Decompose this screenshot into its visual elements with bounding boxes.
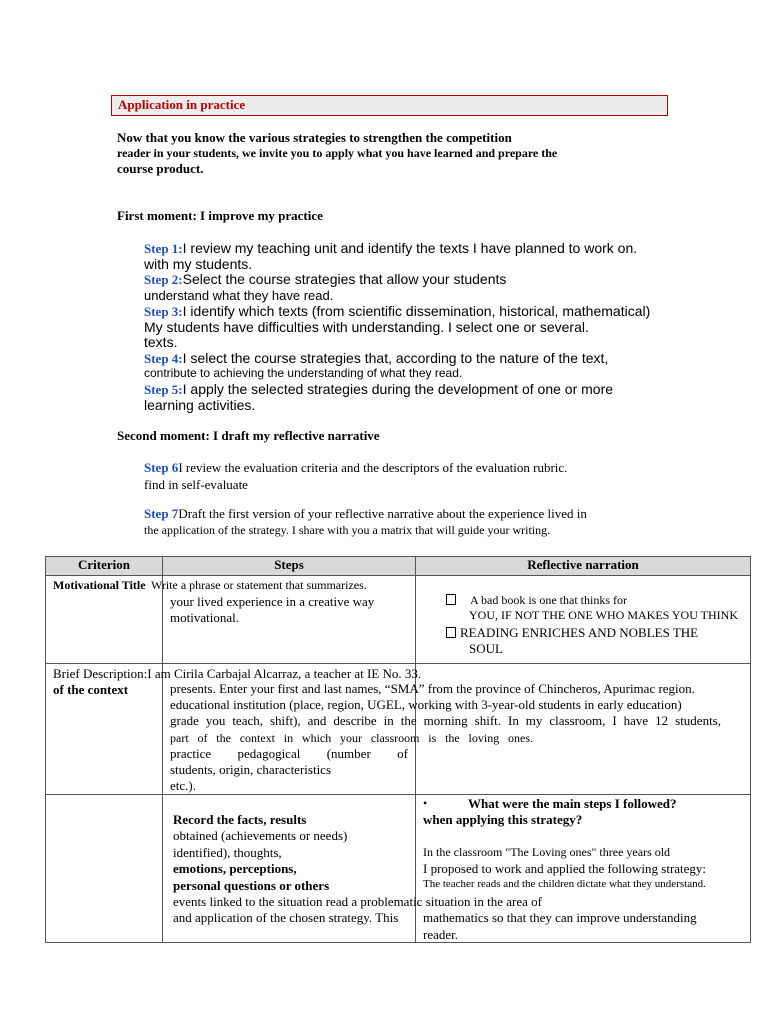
row3-overflow2: and application of the chosen strategy. This <box>173 910 399 925</box>
step-7-cont: the application of the strategy. I share with you a matrix that will guide your writing. <box>144 523 551 537</box>
row1-narr-line4: SOUL <box>469 641 503 656</box>
header-reflective-narration: Reflective narration <box>416 557 751 576</box>
step-text: Draft the first version of your reflective narrative about the experience lived in <box>178 506 587 521</box>
header-criterion: Criterion <box>46 557 163 576</box>
intro-line-2: reader in your students, we invite you to apply what you have learned and prepare the <box>117 146 558 160</box>
step-label: Step 4: <box>144 351 183 366</box>
second-moment-heading: Second moment: I draft my reflective narrative <box>117 428 380 443</box>
narr-text: A bad book is one that thinks for <box>470 593 627 607</box>
box-bullet-icon <box>446 627 456 638</box>
step-text: Select the course strategies that allow your students <box>182 271 507 287</box>
step-text: I review my teaching unit and identify the texts I have planned to work on. <box>182 240 638 256</box>
row3-criterion-cell <box>46 795 163 943</box>
row2-line2: presents. Enter your first and last names, “SMA” from the province of Chincheros, Apurimac region. <box>170 681 695 696</box>
row1-bullet-2 <box>446 625 698 641</box>
box-bullet-icon <box>446 594 456 605</box>
table-header-row <box>46 557 751 576</box>
step-label: Step 3: <box>144 304 183 319</box>
row3-steps-line3: identified), thoughts, <box>173 845 282 860</box>
row1-bullet-1 <box>446 593 627 608</box>
row2-criterion-line1 <box>53 666 421 682</box>
row2-line5: part of the context in which your classroom is the loving ones. <box>170 731 533 745</box>
criterion-text: Brief Description: <box>53 666 148 681</box>
row3-narr-line1: In the classroom "The Loving ones" three years old <box>423 845 671 859</box>
step-6 <box>144 460 567 476</box>
narr-text: READING ENRICHES AND NOBLES THE <box>460 625 699 640</box>
step-4-cont: contribute to achieving the understanding of what they read. <box>144 366 463 380</box>
step-label: Step 6 <box>144 460 179 475</box>
step-2 <box>144 271 506 289</box>
step-text: I identify which texts (from scientific dissemination, historical, mathematical) <box>182 303 651 319</box>
row1-steps-line2: your lived experience in a creative way <box>170 594 375 609</box>
step-text: I apply the selected strategies during the development of one or more <box>182 381 614 397</box>
row3-overflow1: events linked to the situation read a problematic situation in the area of <box>173 894 542 909</box>
row3-steps-bold2: emotions, perceptions, <box>173 861 297 876</box>
step-5-cont: learning activities. <box>144 397 256 413</box>
row1-steps-line3: motivational. <box>170 610 239 625</box>
row3-narr-line3: The teacher reads and the children dictate what they understand. <box>423 878 706 890</box>
section-title: Application in practice <box>118 97 246 112</box>
step-2-cont: understand what they have read. <box>144 288 334 303</box>
first-moment-heading: First moment: I improve my practice <box>117 208 323 223</box>
row1-steps-lead: Write a phrase or statement that summarizes. <box>151 578 367 592</box>
row2-line4: grade you teach, shift), and describe in the morning shift. In my classroom, I have 12 students, <box>170 713 721 728</box>
header-steps: Steps <box>163 557 416 576</box>
row3-narr-bullet: • <box>423 796 428 810</box>
row3-steps-bold1: Record the facts, results <box>173 812 307 827</box>
row1-criterion: Motivational Title <box>53 578 146 592</box>
row3-steps-line2: obtained (achievements or needs) <box>173 828 348 843</box>
section-title-box <box>111 95 668 116</box>
row3-narr-line2: I proposed to work and applied the following strategy: <box>423 861 707 876</box>
row2-criterion-line2: of the context <box>53 682 129 697</box>
step-text: I review the evaluation criteria and the descriptors of the evaluation rubric. <box>178 460 568 475</box>
step-text: I select the course strategies that, according to the nature of the text, <box>182 350 609 366</box>
step-1-cont: with my students. <box>144 256 253 272</box>
row3-steps-bold3: personal questions or others <box>173 878 330 893</box>
row2-overflow-line: I am Cirila Carbajal Alcarraz, a teacher at IE No. 33. <box>147 666 422 681</box>
row2-line3: educational institution (place, region, UGEL, working with 3-year-old students in early education) <box>170 697 682 712</box>
row3-narr-q2: when applying this strategy? <box>423 812 583 827</box>
row1-narr-line2: YOU, IF NOT THE ONE WHO MAKES YOU THINK <box>469 608 738 622</box>
row2-line8: etc.). <box>170 778 196 793</box>
row3-narr-line4: mathematics so that they can improve understanding <box>423 910 697 925</box>
step-label: Step 1: <box>144 241 183 256</box>
step-3-cont: My students have difficulties with understanding. I select one or several. <box>144 319 589 335</box>
row2-line6: practice pedagogical (number of <box>170 746 408 761</box>
step-label: Step 2: <box>144 272 183 287</box>
row3-narr-line5: reader. <box>423 927 459 942</box>
intro-line-3: course product. <box>117 161 204 176</box>
step-7 <box>144 506 587 522</box>
step-6-cont: find in self-evaluate <box>144 477 248 492</box>
intro-line-1: Now that you know the various strategies to strengthen the competition <box>117 130 512 145</box>
row3-narr-q1: What were the main steps I followed? <box>468 796 677 811</box>
row2-line7: students, origin, characteristics <box>170 762 332 777</box>
step-label: Step 7 <box>144 506 179 521</box>
step-3-cont2: texts. <box>144 334 178 350</box>
step-label: Step 5: <box>144 382 183 397</box>
